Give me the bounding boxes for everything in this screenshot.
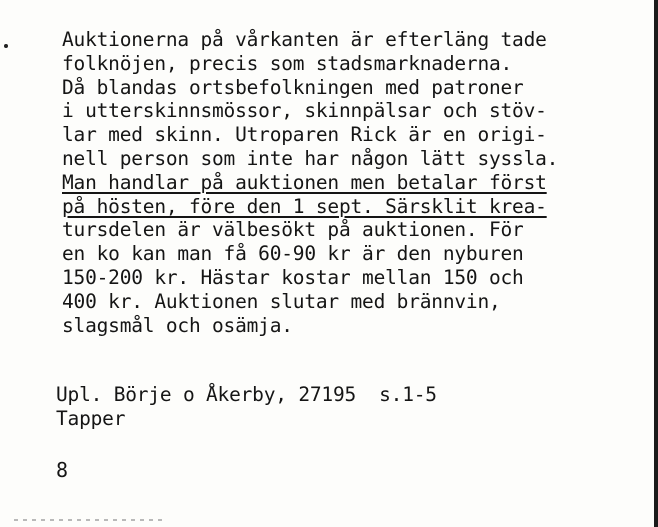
text-line-1: Auktionerna på vårkanten är efterläng tade [62,28,547,51]
text-line-2: folknöjen, precis som stadsmarknaderna. [62,51,513,75]
source-line-2: Tapper [56,407,126,430]
margin-speck [4,44,8,48]
source-line-1: Upl. Börje o Åkerby, 27195 s.1-5 [56,383,437,406]
source-reference [56,383,437,431]
card-number: 8 [56,458,69,482]
text-line-13: slagsmål och osämja. [62,313,293,337]
bottom-edge-marks [14,519,164,521]
text-line-11: 150-200 kr. Hästar kostar mellan 150 och [62,265,524,289]
text-line-6: nell person som inte har någon lätt syssla. [62,146,559,170]
text-line-10: en ko kan man få 60-90 kr är den nyburen [62,242,524,266]
text-line-12: 400 kr. Auktionen slutar med brännvin, [62,289,501,313]
typed-text-body [62,28,558,337]
text-line-4: i utterskinnsmössor, skinnpälsar och stöv- [62,99,547,123]
text-line-5: lar med skinn. Utroparen Rick är en origi- [62,123,547,147]
text-line-3: Då blandas ortsbefolkningen med patroner [62,75,524,99]
text-line-9: tursdelen är välbesökt på auktionen. För [62,218,524,242]
text-line-8-underlined: på hösten, före den 1 sept. Särsklit krea- [62,194,547,218]
text-line-7-underlined: Man handlar på auktionen men betalar först [62,170,547,194]
